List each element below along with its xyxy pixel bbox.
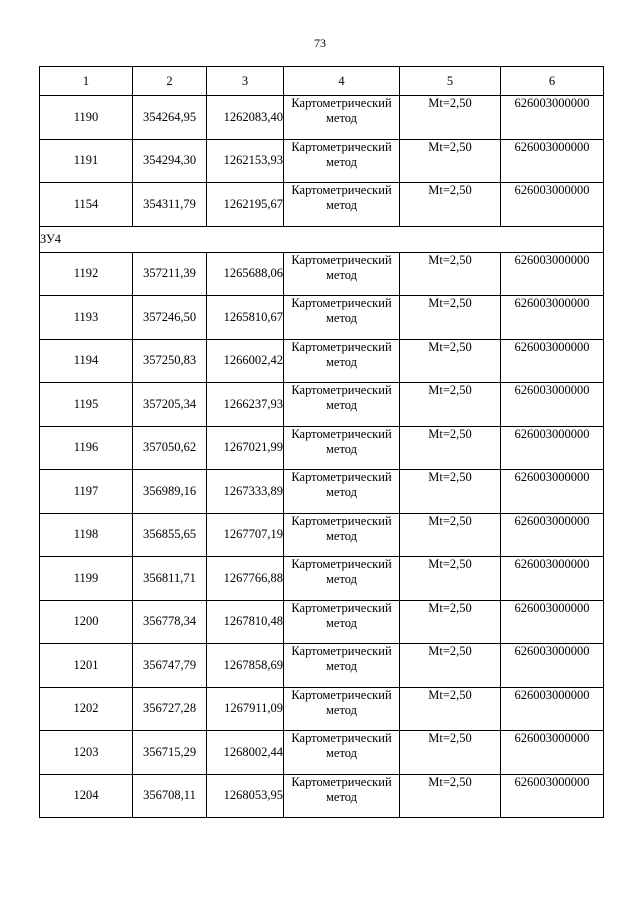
accuracy-cell: Mt=2,50: [400, 339, 501, 383]
table-row: [40, 731, 604, 775]
method-cell: Картометрический метод: [284, 557, 400, 601]
x-coordinate-cell: 357050,62: [133, 426, 207, 470]
code-cell: 626003000000: [501, 383, 604, 427]
method-cell: Картометрический метод: [284, 513, 400, 557]
point-number-cell: 1196: [40, 426, 133, 470]
code-cell: 626003000000: [501, 96, 604, 140]
x-coordinate-cell: 354294,30: [133, 139, 207, 183]
table-row: [40, 183, 604, 227]
x-coordinate-cell: 357246,50: [133, 296, 207, 340]
accuracy-cell: Mt=2,50: [400, 252, 501, 296]
point-number-cell: 1199: [40, 557, 133, 601]
y-coordinate-cell: 1262153,93: [207, 139, 284, 183]
column-header: 1: [40, 67, 133, 96]
y-coordinate-cell: 1262195,67: [207, 183, 284, 227]
point-number-cell: 1190: [40, 96, 133, 140]
method-cell: Картометрический метод: [284, 296, 400, 340]
accuracy-cell: Mt=2,50: [400, 687, 501, 731]
y-coordinate-cell: 1265810,67: [207, 296, 284, 340]
point-number-cell: 1195: [40, 383, 133, 427]
y-coordinate-cell: 1267858,69: [207, 644, 284, 688]
coordinates-table: [39, 66, 604, 818]
method-cell: Картометрический метод: [284, 252, 400, 296]
y-coordinate-cell: 1266002,42: [207, 339, 284, 383]
method-cell: Картометрический метод: [284, 426, 400, 470]
point-number-cell: 1204: [40, 774, 133, 818]
column-header: 6: [501, 67, 604, 96]
code-cell: 626003000000: [501, 644, 604, 688]
accuracy-cell: Mt=2,50: [400, 383, 501, 427]
method-cell: Картометрический метод: [284, 731, 400, 775]
accuracy-cell: Mt=2,50: [400, 470, 501, 514]
method-cell: Картометрический метод: [284, 600, 400, 644]
code-cell: 626003000000: [501, 183, 604, 227]
table-row: [40, 644, 604, 688]
accuracy-cell: Mt=2,50: [400, 426, 501, 470]
y-coordinate-cell: 1267707,19: [207, 513, 284, 557]
method-cell: Картометрический метод: [284, 774, 400, 818]
code-cell: 626003000000: [501, 557, 604, 601]
x-coordinate-cell: 354264,95: [133, 96, 207, 140]
x-coordinate-cell: 356778,34: [133, 600, 207, 644]
table-row: [40, 687, 604, 731]
y-coordinate-cell: 1268002,44: [207, 731, 284, 775]
point-number-cell: 1192: [40, 252, 133, 296]
x-coordinate-cell: 357250,83: [133, 339, 207, 383]
column-header: 2: [133, 67, 207, 96]
code-cell: 626003000000: [501, 774, 604, 818]
x-coordinate-cell: 356811,71: [133, 557, 207, 601]
column-header: 3: [207, 67, 284, 96]
method-cell: Картометрический метод: [284, 470, 400, 514]
method-cell: Картометрический метод: [284, 183, 400, 227]
code-cell: 626003000000: [501, 139, 604, 183]
accuracy-cell: Mt=2,50: [400, 513, 501, 557]
table-row: [40, 339, 604, 383]
accuracy-cell: Mt=2,50: [400, 296, 501, 340]
y-coordinate-cell: 1268053,95: [207, 774, 284, 818]
x-coordinate-cell: 356989,16: [133, 470, 207, 514]
code-cell: 626003000000: [501, 339, 604, 383]
accuracy-cell: Mt=2,50: [400, 774, 501, 818]
method-cell: Картометрический метод: [284, 383, 400, 427]
code-cell: 626003000000: [501, 687, 604, 731]
method-cell: Картометрический метод: [284, 644, 400, 688]
column-header: 4: [284, 67, 400, 96]
table-row: [40, 513, 604, 557]
point-number-cell: 1191: [40, 139, 133, 183]
group-header-row: [40, 226, 604, 252]
x-coordinate-cell: 354311,79: [133, 183, 207, 227]
point-number-cell: 1154: [40, 183, 133, 227]
point-number-cell: 1200: [40, 600, 133, 644]
y-coordinate-cell: 1267333,89: [207, 470, 284, 514]
code-cell: 626003000000: [501, 513, 604, 557]
table-row: [40, 557, 604, 601]
accuracy-cell: Mt=2,50: [400, 731, 501, 775]
y-coordinate-cell: 1267810,48: [207, 600, 284, 644]
column-header: 5: [400, 67, 501, 96]
point-number-cell: 1202: [40, 687, 133, 731]
method-cell: Картометрический метод: [284, 339, 400, 383]
y-coordinate-cell: 1267021,99: [207, 426, 284, 470]
point-number-cell: 1201: [40, 644, 133, 688]
x-coordinate-cell: 356727,28: [133, 687, 207, 731]
table-row: [40, 252, 604, 296]
page-number: 73: [314, 36, 326, 50]
y-coordinate-cell: 1266237,93: [207, 383, 284, 427]
table-row: [40, 96, 604, 140]
point-number-cell: 1198: [40, 513, 133, 557]
code-cell: 626003000000: [501, 470, 604, 514]
x-coordinate-cell: 356708,11: [133, 774, 207, 818]
table-row: [40, 774, 604, 818]
table-header-row: [40, 67, 604, 96]
table-body: [40, 96, 604, 818]
accuracy-cell: Mt=2,50: [400, 139, 501, 183]
table-row: [40, 296, 604, 340]
accuracy-cell: Mt=2,50: [400, 557, 501, 601]
point-number-cell: 1194: [40, 339, 133, 383]
accuracy-cell: Mt=2,50: [400, 183, 501, 227]
point-number-cell: 1197: [40, 470, 133, 514]
point-number-cell: 1203: [40, 731, 133, 775]
table-row: [40, 470, 604, 514]
code-cell: 626003000000: [501, 252, 604, 296]
group-label: ЗУ4: [40, 226, 604, 252]
accuracy-cell: Mt=2,50: [400, 96, 501, 140]
code-cell: 626003000000: [501, 600, 604, 644]
method-cell: Картометрический метод: [284, 139, 400, 183]
code-cell: 626003000000: [501, 296, 604, 340]
y-coordinate-cell: 1267766,88: [207, 557, 284, 601]
point-number-cell: 1193: [40, 296, 133, 340]
table-row: [40, 600, 604, 644]
accuracy-cell: Mt=2,50: [400, 644, 501, 688]
accuracy-cell: Mt=2,50: [400, 600, 501, 644]
y-coordinate-cell: 1265688,06: [207, 252, 284, 296]
x-coordinate-cell: 357205,34: [133, 383, 207, 427]
y-coordinate-cell: 1267911,09: [207, 687, 284, 731]
table-row: [40, 139, 604, 183]
y-coordinate-cell: 1262083,40: [207, 96, 284, 140]
method-cell: Картометрический метод: [284, 96, 400, 140]
method-cell: Картометрический метод: [284, 687, 400, 731]
table-row: [40, 383, 604, 427]
code-cell: 626003000000: [501, 731, 604, 775]
code-cell: 626003000000: [501, 426, 604, 470]
x-coordinate-cell: 356855,65: [133, 513, 207, 557]
table-row: [40, 426, 604, 470]
x-coordinate-cell: 356715,29: [133, 731, 207, 775]
x-coordinate-cell: 356747,79: [133, 644, 207, 688]
x-coordinate-cell: 357211,39: [133, 252, 207, 296]
